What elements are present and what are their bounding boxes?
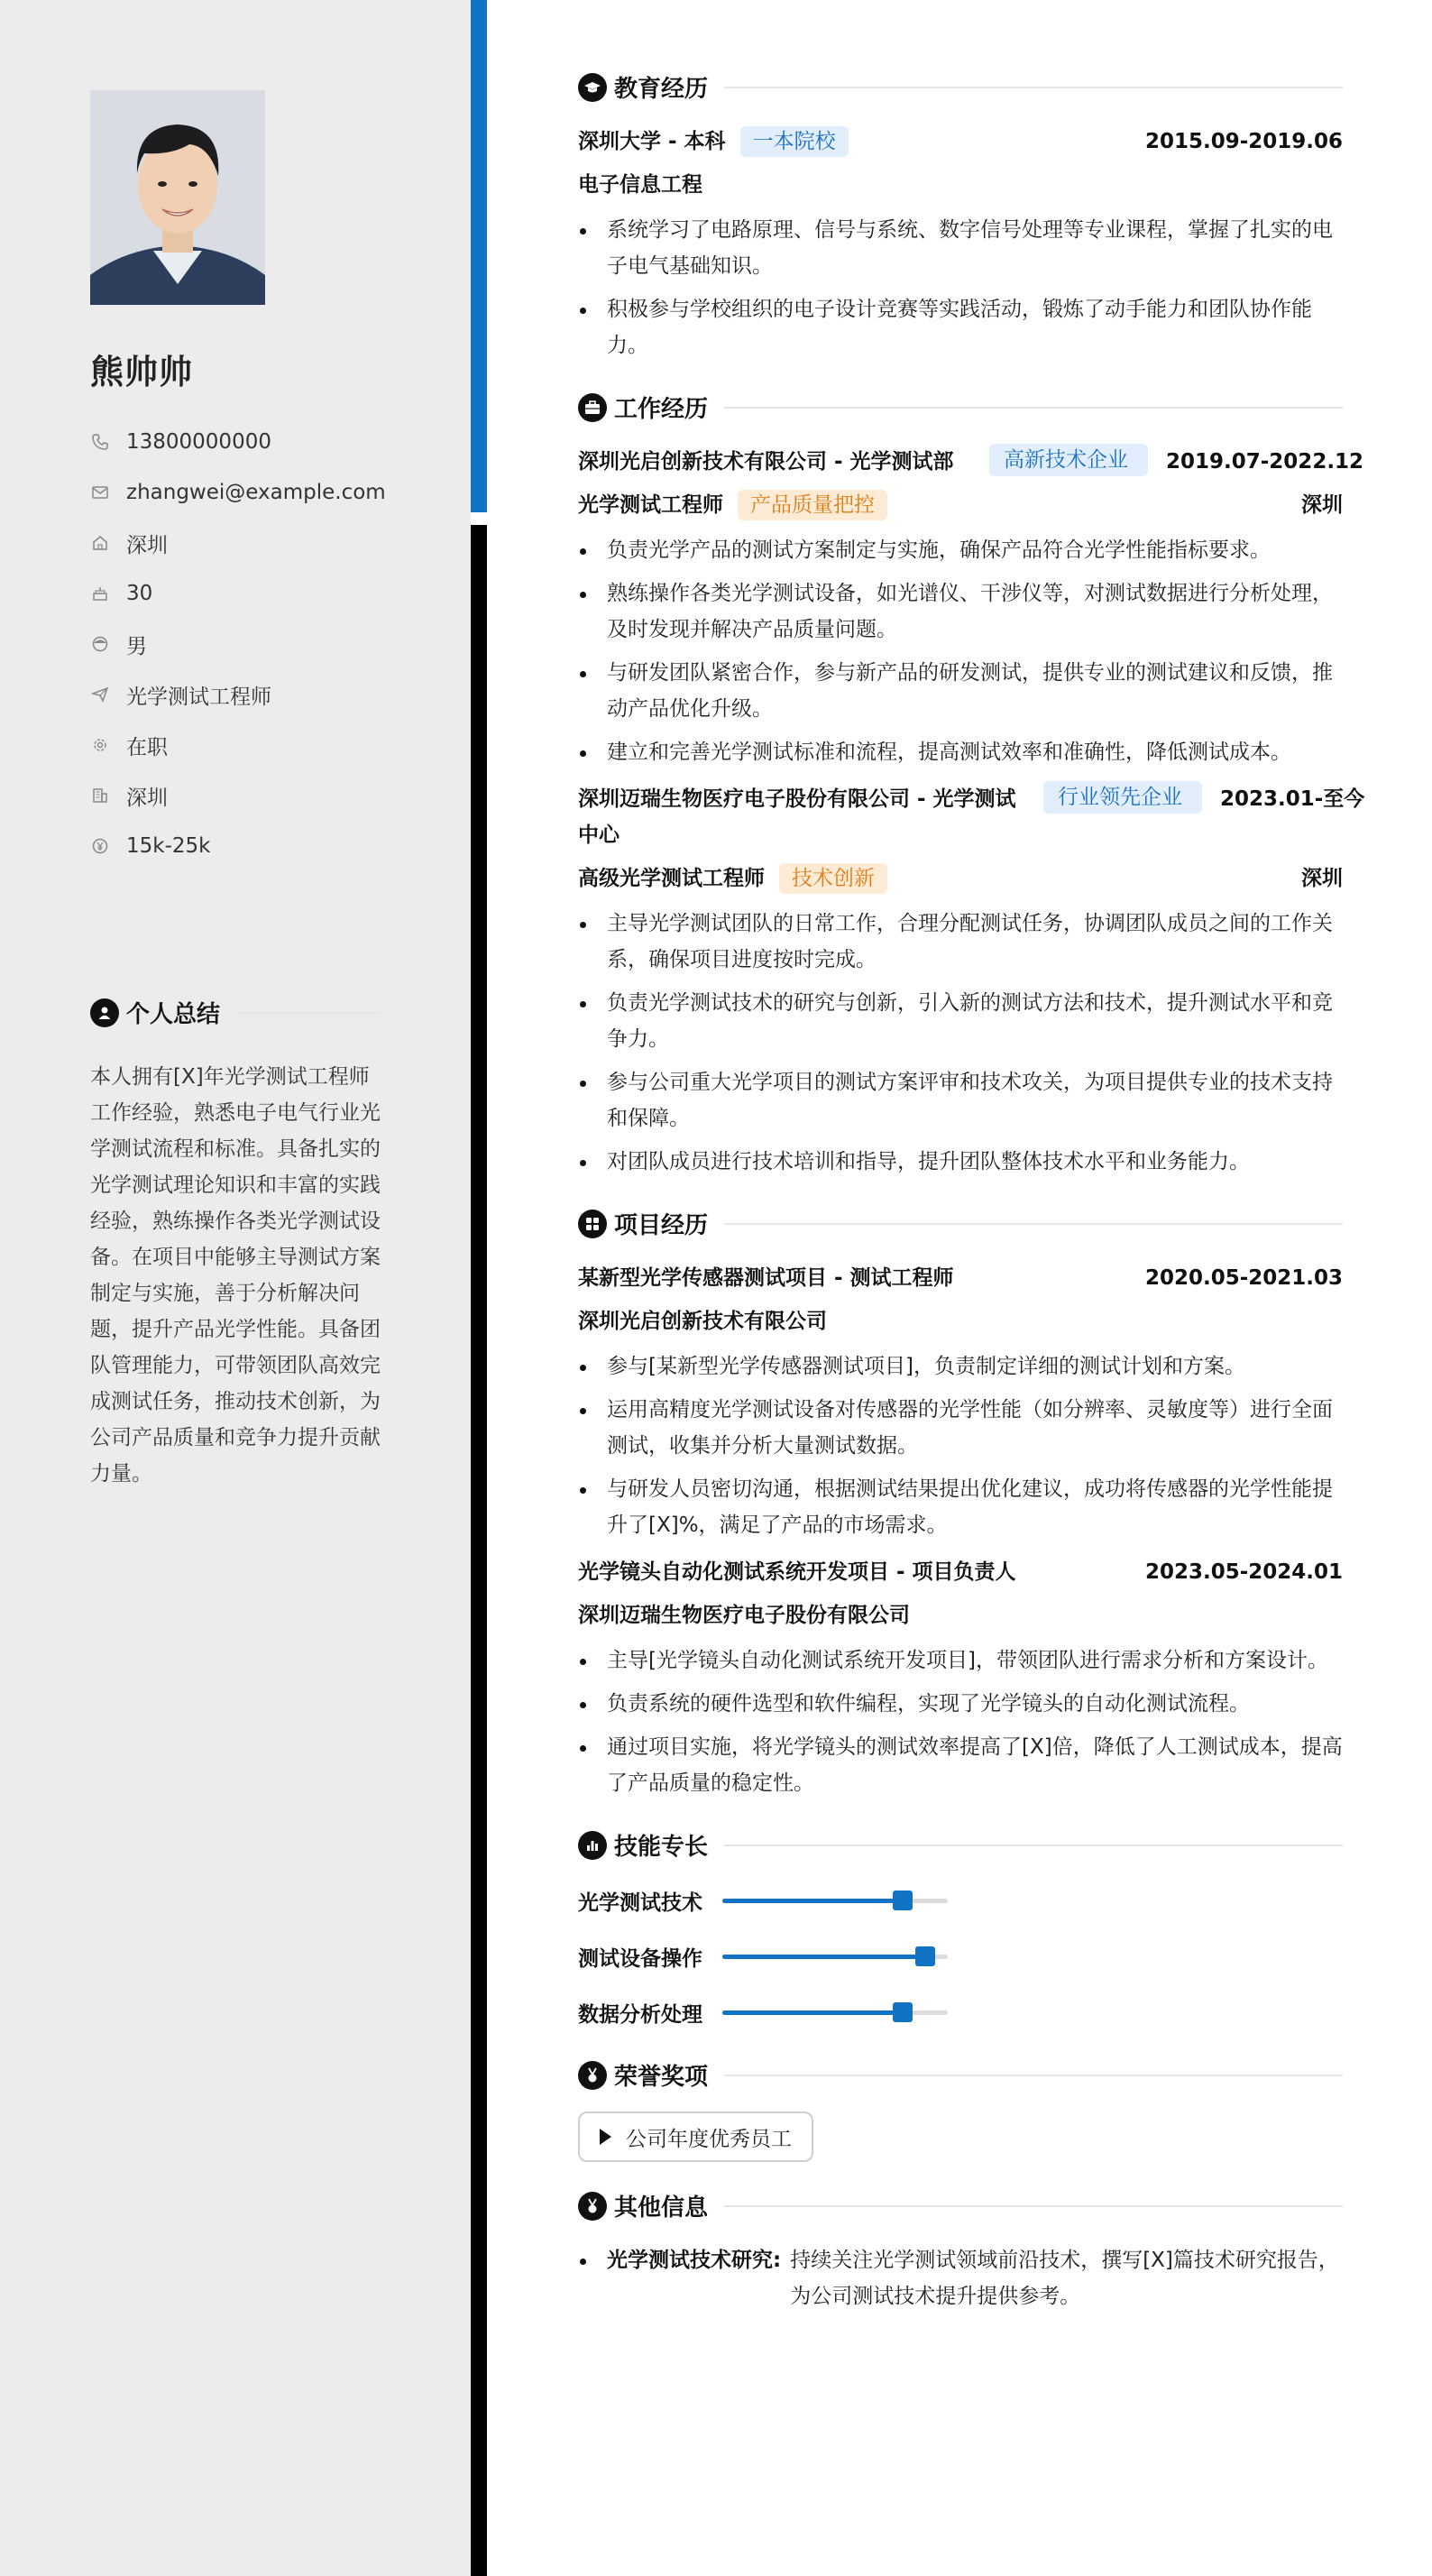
- role-city: 深圳: [1301, 867, 1343, 890]
- salary-row: [90, 821, 433, 871]
- list-item: 负责光学测试技术的研究与创新，引入新的测试方法和技术，提升测试水平和竞争力。: [578, 985, 1343, 1057]
- project-company: 深圳光启创新技术有限公司: [578, 1310, 827, 1333]
- project-name: 光学镜头自动化测试系统开发项目 - 项目负责人: [578, 1560, 1016, 1584]
- bar-chart-icon: [578, 1831, 607, 1860]
- skill-name: 数据分析处理: [578, 2002, 702, 2027]
- company-name: 深圳光启创新技术有限公司 - 光学测试部: [578, 450, 954, 474]
- skill-bar: [722, 1955, 948, 1959]
- home-icon: [90, 533, 110, 553]
- awards-heading: [578, 2058, 1343, 2092]
- skill-bar: [722, 1899, 948, 1903]
- grid-icon: [578, 1210, 607, 1238]
- gender-row: [90, 619, 433, 669]
- list-item: 与研发团队紧密合作，参与新产品的研发测试，提供专业的测试建议和反馈，推动产品优化升级。: [578, 655, 1343, 727]
- role-name: 光学测试工程师: [578, 493, 723, 517]
- company-tag: 行业领先企业: [1043, 781, 1202, 814]
- other-section: [578, 2189, 1343, 2314]
- list-item: 负责系统的硬件选型和软件编程，实现了光学镜头的自动化测试流程。: [578, 1686, 1343, 1722]
- summary-text: 本人拥有[X]年光学测试工程师工作经验，熟悉电子电气行业光学测试流程和标准。具备扎实的光学测试理论知识和丰富的实践经验，熟练操作各类光学测试设备。在项目中能够主导测试方案制定与实施，善于分析解决问题，提升产品光学性能。具备团队管理能力，可带领团队高效完成测试任务，推动技术创新，为公司产品质量和竞争力提升贡献力量。: [90, 1065, 381, 1486]
- phone-text: 13800000000: [126, 430, 271, 454]
- face-icon: [90, 634, 110, 654]
- building-icon: [90, 786, 110, 805]
- list-item: 运用高精度光学测试设备对传感器的光学性能（如分辨率、灵敏度等）进行全面测试，收集并分析大量测试数据。: [578, 1392, 1343, 1464]
- play-triangle-icon: [600, 2129, 611, 2145]
- user-icon: [90, 998, 119, 1027]
- work-section: [578, 391, 1365, 1180]
- role-city: 深圳: [1301, 493, 1343, 517]
- summary-heading: [90, 996, 381, 1029]
- age-row: [90, 568, 433, 619]
- work-entry: [578, 444, 1364, 770]
- skills-title: 技能专长: [614, 1834, 709, 1861]
- project-bullets: [578, 1642, 1343, 1801]
- role-tag: 产品质量把控: [738, 490, 887, 520]
- other-title: 其他信息: [614, 2194, 709, 2222]
- work-bullets: [578, 532, 1343, 770]
- accent-bar-dark: [471, 525, 487, 2576]
- skill-bar: [722, 2010, 948, 2015]
- education-row: [578, 124, 1343, 160]
- other-value: 持续关注光学测试领域前沿技术，撰写[X]篇技术研究报告，为公司测试技术提升提供参考。: [790, 2249, 1339, 2308]
- work-bullets: [578, 906, 1343, 1180]
- award-item: [578, 2111, 813, 2162]
- list-item: 参与公司重大光学项目的测试方案评审和技术攻关，为项目提供专业的技术支持和保障。: [578, 1064, 1343, 1136]
- skills-heading: [578, 1828, 1343, 1862]
- work-heading: [578, 391, 1343, 424]
- skill-bar-knob: [893, 2002, 913, 2022]
- projects-section: [578, 1207, 1343, 1801]
- email-text: zhangwei@example.com: [126, 481, 386, 504]
- list-item: 负责光学产品的测试方案制定与实施，确保产品符合光学性能指标要求。: [578, 532, 1343, 568]
- project-date: 2023.05-2024.01: [1144, 1560, 1343, 1584]
- project-company-row: [578, 1597, 1343, 1633]
- company-name: 深圳迈瑞生物医疗电子股份有限公司 - 光学测试中心: [578, 787, 1016, 847]
- list-item: 熟练操作各类光学测试设备，如光谱仪、干涉仪等，对测试数据进行分析处理，及时发现并解决产品质量问题。: [578, 575, 1343, 648]
- graduation-cap-icon: [578, 73, 607, 102]
- education-section: [578, 70, 1343, 363]
- work-row: [578, 781, 1365, 853]
- sidebar: [0, 0, 471, 2576]
- position-text: 光学测试工程师: [126, 685, 271, 709]
- accent-gap: [471, 512, 487, 525]
- phone-icon: [90, 432, 110, 452]
- list-item: 与研发人员密切沟通，根据测试结果提出优化建议，成功将传感器的光学性能提升了[X]%，满足了产品的市场需求。: [578, 1471, 1343, 1543]
- location-row: [90, 518, 433, 568]
- phone-row: [90, 417, 433, 467]
- skill-bar-knob: [915, 1946, 935, 1966]
- awards-title: 荣誉奖项: [614, 2064, 709, 2091]
- work-date: 2019.07-2022.12: [1166, 450, 1364, 474]
- list-item: 主导[光学镜头自动化测试系统开发项目]，带领团队进行需求分析和方案设计。: [578, 1642, 1343, 1679]
- contact-list: [90, 417, 433, 871]
- project-name: 某新型光学传感器测试项目 - 测试工程师: [578, 1266, 954, 1290]
- skill-bar-fill: [722, 1899, 903, 1903]
- project-bullets: [578, 1348, 1343, 1543]
- work-date: 2023.01-至今: [1220, 787, 1365, 811]
- paper-plane-icon: [90, 685, 110, 704]
- education-date: 2015.09-2019.06: [1144, 130, 1343, 153]
- accent-bar: [471, 0, 487, 512]
- school-tag: 一本院校: [740, 126, 849, 157]
- age-text: 30: [126, 582, 153, 605]
- work-entry: [578, 781, 1365, 1180]
- education-bullets: [578, 212, 1343, 363]
- location-text: 深圳: [126, 533, 168, 557]
- list-item: 主导光学测试团队的日常工作，合理分配测试任务，协调团队成员之间的工作关系，确保项目进度按时完成。: [578, 906, 1343, 978]
- status-text: 在职: [126, 735, 168, 759]
- skill-bar-fill: [722, 1955, 925, 1959]
- project-row: [578, 1260, 1343, 1296]
- info-icon: [578, 2192, 607, 2221]
- other-label: 光学测试技术研究:: [607, 2249, 782, 2272]
- profile-name: 熊帅帅: [90, 353, 193, 391]
- divider: [724, 2205, 1343, 2207]
- education-title: 教育经历: [614, 76, 709, 103]
- divider: [724, 1223, 1343, 1225]
- skill-item: [578, 1993, 970, 2031]
- skills-list: [578, 1881, 1343, 2031]
- projects-heading: [578, 1207, 1343, 1240]
- project-row: [578, 1554, 1343, 1590]
- mail-icon: [90, 483, 110, 502]
- salary-text: 15k-25k: [126, 834, 211, 858]
- project-date: 2020.05-2021.03: [1144, 1266, 1343, 1290]
- list-item: 通过项目实施，将光学镜头的测试效率提高了[X]倍，降低了人工测试成本，提高了产品质量的稳定性。: [578, 1729, 1343, 1801]
- summary-title: 个人总结: [126, 1001, 221, 1028]
- skill-item: [578, 1881, 970, 1919]
- other-item: [578, 2242, 1343, 2314]
- medal-icon: [578, 2061, 607, 2090]
- other-heading: [578, 2189, 1343, 2222]
- list-item: 参与[某新型光学传感器测试项目]，负责制定详细的测试计划和方案。: [578, 1348, 1343, 1385]
- awards-section: [578, 2058, 1343, 2162]
- school-name: 深圳大学 - 本科: [578, 130, 726, 153]
- education-heading: [578, 70, 1343, 104]
- briefcase-icon: [578, 393, 607, 422]
- skill-bar-fill: [722, 2010, 903, 2015]
- divider: [724, 2075, 1343, 2076]
- major: [578, 167, 1343, 203]
- role-row: [578, 487, 1343, 523]
- work-title: 工作经历: [614, 396, 709, 423]
- gender-text: 男: [126, 634, 147, 658]
- project-entry: [578, 1554, 1343, 1801]
- list-item: 对团队成员进行技术培训和指导，提升团队整体技术水平和业务能力。: [578, 1144, 1343, 1180]
- role-row: [578, 860, 1343, 897]
- award-text: 公司年度优秀员工: [626, 2127, 792, 2151]
- skill-name: 测试设备操作: [578, 1946, 702, 1971]
- major-name: 电子信息工程: [578, 173, 702, 197]
- projects-title: 项目经历: [614, 1212, 709, 1239]
- education-entry: [578, 124, 1343, 363]
- position-row: [90, 669, 433, 720]
- skill-item: [578, 1937, 970, 1975]
- role-tag: 技术创新: [779, 863, 887, 894]
- list-item: 系统学习了电路原理、信号与系统、数字信号处理等专业课程，掌握了扎实的电子电气基础知识。: [578, 212, 1343, 284]
- yen-coin-icon: [90, 836, 110, 856]
- divider: [724, 1845, 1343, 1846]
- project-company-row: [578, 1303, 1343, 1339]
- list-item: 建立和完善光学测试标准和流程，提高测试效率和准确性，降低测试成本。: [578, 734, 1343, 770]
- avatar-illustration: [90, 90, 265, 305]
- profile-photo: [90, 90, 265, 305]
- cake-icon: [90, 584, 110, 603]
- divider: [236, 1012, 381, 1014]
- divider: [724, 87, 1343, 88]
- list-item: 积极参与学校组织的电子设计竞赛等实践活动，锻炼了动手能力和团队协作能力。: [578, 291, 1343, 363]
- status-row: [90, 720, 433, 770]
- main-content: [578, 70, 1365, 2341]
- role-name: 高级光学测试工程师: [578, 867, 765, 890]
- project-entry: [578, 1260, 1343, 1543]
- skill-name: 光学测试技术: [578, 1891, 702, 1915]
- divider: [724, 407, 1343, 409]
- email-row: [90, 467, 433, 518]
- skills-section: [578, 1828, 1343, 2031]
- city-text: 深圳: [126, 786, 168, 810]
- project-company: 深圳迈瑞生物医疗电子股份有限公司: [578, 1604, 910, 1627]
- skill-bar-knob: [893, 1891, 913, 1910]
- work-row: [578, 444, 1364, 480]
- company-tag: 高新技术企业: [989, 444, 1148, 476]
- city-row: [90, 770, 433, 821]
- gear-icon: [90, 735, 110, 755]
